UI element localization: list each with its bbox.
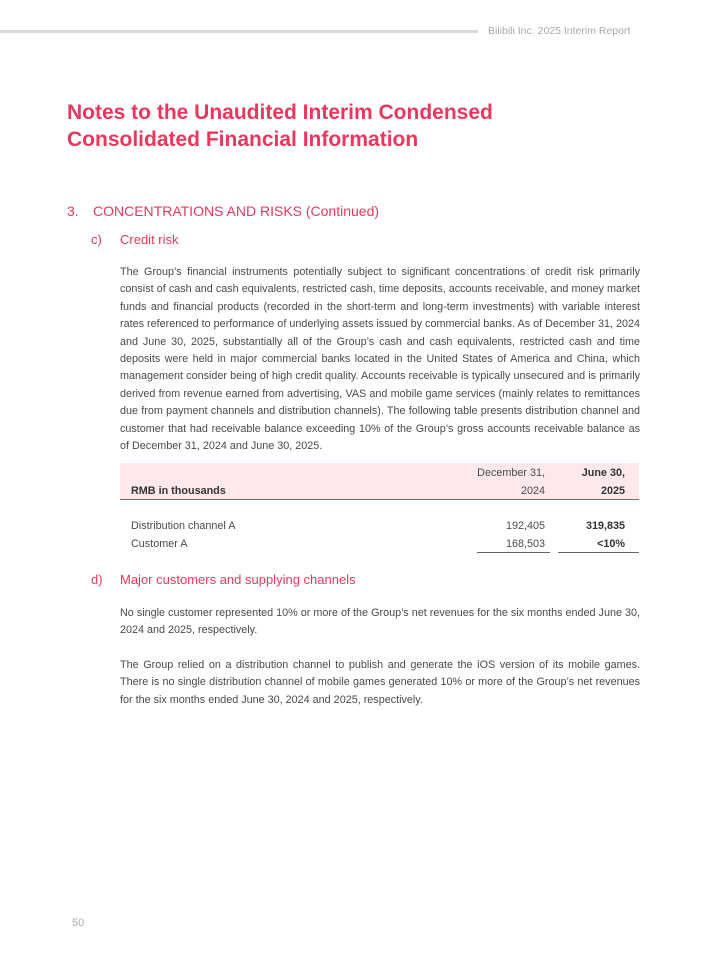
row-label: Distribution channel A <box>131 520 236 532</box>
row-value-2024: 192,405 <box>505 520 545 532</box>
table-unit-label: RMB in thousands <box>131 485 226 497</box>
subsection-credit-risk-heading <box>91 232 179 247</box>
row-value-2025: 319,835 <box>585 520 625 532</box>
table-header <box>120 463 639 500</box>
row-value-2024: 168,503 <box>505 538 545 550</box>
col-2025-header-line1: June 30, <box>581 467 625 479</box>
subsection-letter: d) <box>91 572 103 587</box>
row-label: Customer A <box>131 538 188 550</box>
major-customers-paragraph-2: The Group relied on a distribution channel to publish and generate the iOS version of its mobile games. There is no single distribution channel of mobile games generated 10% or more of the Group’s net revenues for the six months ended June 30, 2024 and 2025, respectively. <box>120 659 640 706</box>
subsection-letter: c) <box>91 232 102 247</box>
row-value-2025: <10% <box>597 538 625 550</box>
section-heading <box>67 203 379 219</box>
subsection-title: Major customers and supplying channels <box>120 572 356 587</box>
section-title: CONCENTRATIONS AND RISKS (Continued) <box>93 203 380 219</box>
running-header: Bilibili Inc. 2025 Interim Report <box>488 25 631 37</box>
section-number: 3. <box>67 203 79 219</box>
col-2025-header-line2: 2025 <box>600 485 625 497</box>
table-row <box>120 518 639 536</box>
total-underline-2025 <box>558 552 639 553</box>
page-number: 50 <box>72 917 85 929</box>
total-underline-2024 <box>477 552 550 553</box>
col-2024-header-line2: 2024 <box>520 485 545 497</box>
major-customers-paragraph-1: No single customer represented 10% or more of the Group’s net revenues for the six months ended June 30, 2024 and 2025, respectively. <box>120 607 640 637</box>
col-2024-header-line1: December 31, <box>477 467 545 479</box>
credit-risk-paragraph: The Group’s financial instruments potentially subject to significant concentrations of credit risk primarily consist of cash and cash equivalents, restricted cash, time deposits, accounts receivable, and money market funds and financial products (recorded in the short-term and long-term investments) with variable interest rates referenced to performance of underlying assets issued by commercial banks. As of December 31, 2024 and June 30, 2025, substantially all of the Group’s cash and cash equivalents, restricted cash and time deposits were held in major commercial banks located in the United States of America and China, which management consider being of high credit quality. Accounts receivable is typically unsecured and is primarily derived from revenue earned from advertising, VAS and mobile game services (mainly relates to remittances due from payment channels and distribution channels). The following table presents distribution channel and customer that had receivable balance exceeding 10% of the Group’s gross accounts receivable balance as of December 31, 2024 and June 30, 2025. <box>120 266 640 453</box>
page-title: Notes to the Unaudited Interim Condensed Consolidated Financial Information <box>67 101 493 151</box>
receivables-table <box>120 463 639 554</box>
subsection-title: Credit risk <box>120 232 179 247</box>
subsection-major-customers-heading <box>91 572 356 587</box>
header-rule <box>0 30 478 33</box>
